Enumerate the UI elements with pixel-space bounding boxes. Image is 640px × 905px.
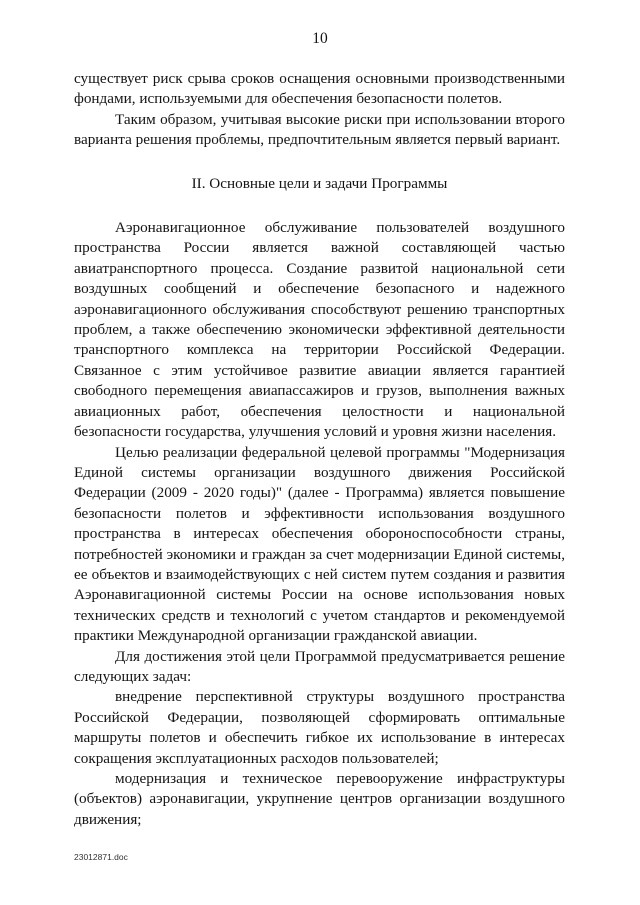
paragraph-air-navigation: Аэронавигационное обслуживание пользователей воздушного пространства России является важной составляющей частью авиатранспортного процесса. Создание развитой национальной сети воздушных сообщений и обеспечение безопасного и надежного аэронавигационного обслуживания способствуют решению транспортных проблем, а также обеспечению экономически эффективной деятельности транспортного комплекса на территории Российской Федерации. Связанное с этим устойчивое развитие авиации является гарантией свободного перемещения авиапассажиров и грузов, выполнения важных авиационных работ, обеспечения целостности и национальной безопасности государства, улучшения условий и уровня жизни населения. — [74, 219, 565, 441]
paragraph-task-modernization: модернизация и техническое перевооружение инфраструктуры (объектов) аэронавигации, укрупнение центров организации воздушного движения; — [74, 770, 565, 828]
page-number: 10 — [312, 30, 328, 47]
paragraph-conclusion: Таким образом, учитывая высокие риски при использовании второго варианта решения проблемы, предпочтительным является первый вариант. — [74, 110, 565, 149]
footer-doc-id: 23012871.doc — [74, 852, 128, 862]
document-body — [74, 69, 565, 830]
paragraph-task-airspace: внедрение перспективной структуры воздушного пространства Российской Федерации, позволяющей сформировать оптимальные маршруты полетов и обеспечить гибкое их использование в интересах сокращения эксплуатационных расходов пользователей; — [74, 688, 565, 767]
paragraph-continuation: существует риск срыва сроков оснащения основными производственными фондами, используемыми для обеспечения безопасности полетов. — [74, 70, 565, 108]
paragraph-tasks-intro: Для достижения этой цели Программой предусматривается решение следующих задач: — [74, 647, 565, 685]
paragraph-program-goal: Целью реализации федеральной целевой программы "Модернизация Единой системы организации воздушного движения Российской Федерации (2009 - 2020 годы)" (далее - Программа) является повышение безопасности полетов и эффективности использования воздушного пространства в интересах обеспечения обороноспособности страны, потребностей экономики и граждан за счет модернизации Единой системы, ее объектов и взаимодействующих с ней систем путем создания и развития Аэронавигационной системы России на основе использования новых технических средств и технологий с учетом стандартов и рекомендуемой практики Международной организации гражданской авиации. — [74, 443, 565, 645]
section-heading: II. Основные цели и задачи Программы — [191, 174, 448, 192]
